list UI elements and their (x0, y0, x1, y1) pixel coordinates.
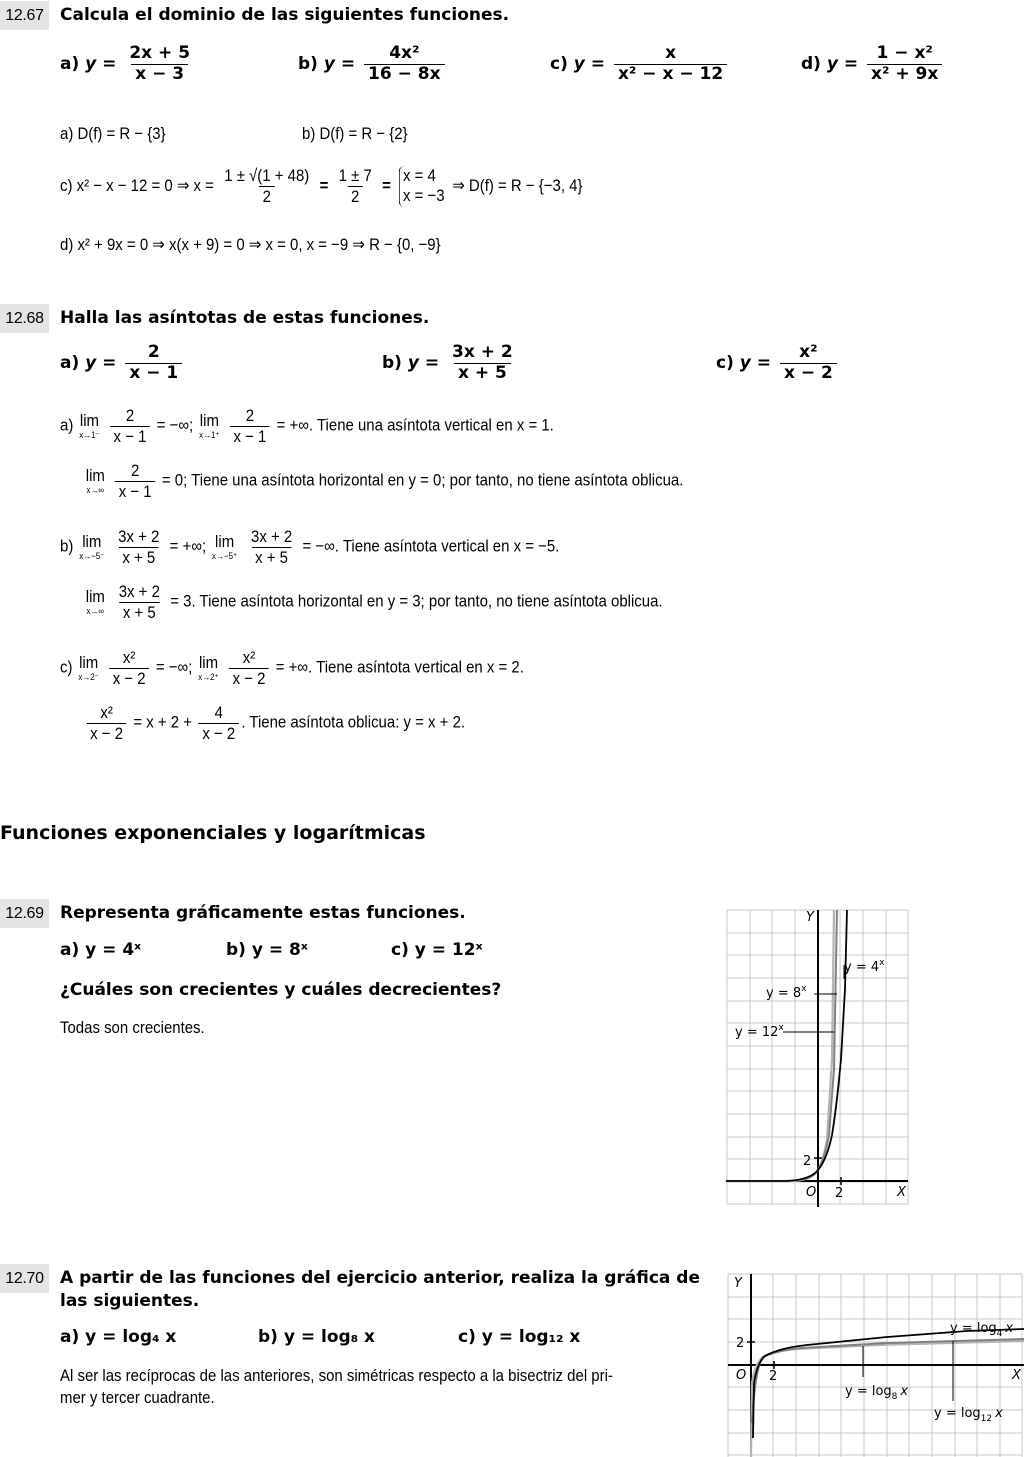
fraction (335, 166, 375, 206)
limit (198, 654, 218, 682)
lim-sub: x→1⁺ (199, 430, 220, 441)
asymptote-solution-c-line1 (60, 648, 524, 688)
denominator: x − 1 (110, 426, 150, 447)
item-lhs: y = (85, 54, 117, 75)
log-item-c: c) y = log₁₂ x (458, 1327, 581, 1347)
x-axis-label: X (1012, 1368, 1021, 1383)
exercise-number-1270: 12.70 (0, 1264, 49, 1293)
item-lhs: y = (85, 353, 117, 374)
fraction (867, 44, 942, 84)
numerator: 2 (147, 342, 160, 362)
limit-result: = −∞. Tiene asíntota vertical en x = −5. (302, 536, 560, 556)
label-log8: $y = \log_8 x$ (845, 1384, 909, 1402)
fraction (614, 44, 727, 84)
numerator: x² (242, 648, 256, 667)
numerator: 2 (130, 461, 140, 480)
asymptote-solution-a-line2 (84, 461, 683, 501)
equals-sign: = (319, 175, 329, 195)
lim-sub: x→1⁻ (79, 430, 100, 441)
lim-word: lim (79, 411, 100, 431)
lim-sub: x→2⁺ (198, 672, 219, 683)
log-item-a: a) y = log₄ x (60, 1327, 177, 1347)
item-lhs: y = (323, 54, 356, 75)
logarithm-chart (727, 1273, 1024, 1457)
x-tick-label: 2 (835, 1186, 844, 1201)
asymptote-solution-a-line1 (60, 406, 554, 446)
fraction (221, 166, 313, 206)
y-axis-label: Y (734, 1276, 742, 1291)
numerator: 1 ± √(1 + 48) (224, 166, 310, 186)
label-log12: $y = \log_{12} x$ (934, 1406, 1003, 1424)
fraction (780, 343, 837, 383)
fraction (115, 527, 163, 567)
numerator: 3x + 2 (118, 582, 160, 601)
denominator: x + 5 (119, 602, 159, 623)
asymptote-item-b (382, 343, 520, 383)
y-tick-label: 2 (736, 1336, 745, 1351)
lim-sub: x→2⁻ (78, 672, 99, 683)
numerator: 4 (214, 703, 223, 722)
numerator: x² (799, 342, 818, 362)
label-8x: $y = 8^x$ (766, 984, 807, 1001)
origin-label: O (806, 1185, 817, 1200)
lim-sub: x→−5⁺ (212, 551, 238, 562)
x-tick-label: 2 (769, 1369, 778, 1384)
fraction (229, 648, 269, 688)
fraction (115, 582, 163, 622)
function-item-c (550, 44, 730, 84)
function-item-b (298, 44, 448, 84)
fraction (125, 44, 194, 84)
limit-result: = 0; Tiene una asíntota horizontal en y = 0; por tanto, no tiene asíntota oblicua. (161, 470, 684, 490)
exercise-number-1268: 12.68 (0, 304, 49, 333)
numerator: 2x + 5 (129, 43, 191, 63)
y-tick-label: 2 (803, 1154, 812, 1169)
x-axis-label: X (897, 1185, 906, 1200)
solution-c-end: ⇒ D(f) = R − {−3, 4} (452, 175, 583, 195)
lim-word: lim (198, 653, 219, 673)
denominator: x − 1 (115, 481, 155, 502)
item-label: d) (801, 54, 821, 75)
solution-d: d) x² + 9x = 0 ⇒ x(x + 9) = 0 ⇒ x = 0, x = −9 ⇒ R − {0, −9} (60, 235, 441, 254)
log-answer-line2: mer y tercer cuadrante. (60, 1388, 215, 1407)
lim-word: lim (215, 532, 235, 552)
limit (199, 412, 219, 440)
lim-word: lim (82, 532, 102, 552)
limit (79, 412, 99, 440)
limit-result: = +∞; (169, 536, 207, 556)
exp-item-b: b) y = 8ˣ (226, 940, 308, 960)
lim-word: lim (199, 411, 219, 431)
fraction (364, 44, 445, 84)
denominator: 16 − 8x (364, 64, 445, 85)
case-1: x = 4 (402, 166, 436, 185)
division-middle: = x + 2 + (133, 712, 192, 732)
label-4x: $y = 4^x$ (844, 958, 885, 975)
logarithm-chart-svg (727, 1273, 1024, 1457)
numerator: 1 ± 7 (338, 166, 372, 186)
item-label: b) (60, 536, 74, 556)
denominator: x² − x − 12 (614, 64, 727, 85)
denominator: x − 2 (199, 723, 239, 744)
fraction (199, 703, 239, 743)
limit (86, 467, 105, 495)
numerator: 2 (245, 406, 255, 425)
exp-answer: Todas son crecientes. (60, 1018, 205, 1037)
label-12x: $y = 12^x$ (735, 1023, 784, 1040)
exercise-number-1269: 12.69 (0, 899, 49, 928)
log-answer-line1: Al ser las recíprocas de las anteriores, son simétricas respecto a la bisectriz del pri- (60, 1366, 613, 1385)
limit (78, 654, 98, 682)
numerator: x² (122, 648, 136, 667)
function-item-a (60, 44, 197, 84)
asymptote-solution-b-line1 (60, 527, 559, 567)
fraction (125, 343, 182, 383)
lim-word: lim (85, 466, 105, 486)
limit-result: = −∞; (155, 657, 193, 677)
exercise-title-1269: Representa gráficamente estas funciones. (60, 903, 466, 923)
function-item-d (801, 44, 945, 84)
item-label: c) (60, 657, 73, 677)
solution-b: b) D(f) = R − {2} (302, 124, 408, 143)
section-title: Funciones exponenciales y logarítmicas (0, 822, 426, 844)
numerator: 3x + 2 (118, 527, 160, 546)
item-lhs: y = (826, 54, 859, 75)
fraction (230, 406, 270, 446)
denominator: 2 (348, 186, 363, 207)
item-lhs: y = (573, 54, 606, 75)
numerator: 3x + 2 (452, 342, 513, 362)
solution-a: a) D(f) = R − {3} (60, 124, 166, 143)
exponential-chart-svg (726, 909, 910, 1207)
denominator: x² + 9x (867, 64, 942, 85)
limit-result: = +∞. Tiene asíntota vertical en x = 2. (275, 657, 524, 677)
numerator: 2 (125, 406, 135, 425)
label-log4: $y = \log_4 x$ (950, 1321, 1014, 1339)
item-lhs: y = (739, 353, 772, 374)
case-2: x = −3 (402, 186, 445, 206)
denominator: x + 5 (252, 547, 292, 568)
numerator: x² (100, 703, 113, 722)
denominator: x − 1 (230, 426, 270, 447)
denominator: x − 1 (125, 363, 182, 384)
division-end: . Tiene asíntota oblicua: y = x + 2. (241, 712, 466, 732)
exercise-title-1268: Halla las asíntotas de estas funciones. (60, 308, 430, 328)
lim-word: lim (85, 587, 105, 607)
fraction (87, 703, 127, 743)
origin-label: O (736, 1368, 747, 1383)
item-label: a) (60, 353, 80, 374)
asymptote-item-a (60, 343, 185, 383)
denominator: x − 2 (780, 363, 837, 384)
exp-question: ¿Cuáles son crecientes y cuáles decrecientes? (60, 980, 502, 1000)
numerator: 1 − x² (876, 43, 933, 63)
lim-word: lim (79, 653, 99, 673)
limit-result: = 3. Tiene asíntota horizontal en y = 3; por tanto, no tiene asíntota oblicua. (170, 591, 663, 611)
exp-item-c: c) y = 12ˣ (391, 940, 483, 960)
exercise-title-1270-line2: las siguientes. (60, 1291, 200, 1311)
exercise-number-1267: 12.67 (0, 1, 49, 30)
fraction (448, 343, 517, 383)
lim-sub: x→∞ (86, 606, 105, 617)
denominator: x − 2 (109, 668, 149, 689)
item-label: a) (60, 415, 74, 435)
numerator: 4x² (389, 43, 420, 63)
limit (79, 533, 104, 561)
cases-brace (399, 166, 445, 207)
denominator: x − 2 (87, 723, 127, 744)
lim-sub: x→−5⁻ (79, 551, 105, 562)
equals-sign: = (382, 175, 391, 195)
denominator: x − 2 (229, 668, 269, 689)
denominator: x + 5 (119, 547, 159, 568)
exercise-title-1267: Calcula el dominio de las siguientes funciones. (60, 5, 510, 25)
asymptote-item-c (716, 343, 840, 383)
limit-result: = +∞. Tiene una asíntota vertical en x = 1. (276, 415, 554, 435)
exponential-chart (726, 909, 910, 1207)
limit (86, 588, 105, 616)
item-label: b) (382, 353, 402, 374)
log-item-b: b) y = log₈ x (258, 1327, 376, 1347)
lim-sub: x→∞ (86, 485, 105, 496)
fraction (110, 406, 150, 446)
limit-result: = −∞; (156, 415, 194, 435)
y-axis-label: Y (806, 910, 814, 925)
fraction (247, 527, 295, 567)
denominator: 2 (259, 186, 274, 207)
limit (212, 533, 237, 561)
item-label: c) (550, 54, 568, 75)
denominator: x − 3 (131, 64, 188, 85)
numerator: 3x + 2 (251, 527, 293, 546)
denominator: x + 5 (454, 363, 511, 384)
item-lhs: y = (407, 353, 440, 374)
item-label: c) (716, 353, 734, 374)
exp-item-a: a) y = 4ˣ (60, 940, 142, 960)
asymptote-solution-c-line2 (84, 703, 465, 743)
item-label: a) (60, 54, 80, 75)
exercise-title-1270-line1: A partir de las funciones del ejercicio anterior, realiza la gráfica de (60, 1268, 700, 1288)
fraction (109, 648, 149, 688)
solution-c-start: c) x² − x − 12 = 0 ⇒ x = (60, 175, 214, 195)
fraction (115, 461, 155, 501)
solution-c (60, 166, 582, 207)
item-label: b) (298, 54, 318, 75)
asymptote-solution-b-line2 (84, 582, 663, 622)
numerator: x (665, 43, 677, 63)
